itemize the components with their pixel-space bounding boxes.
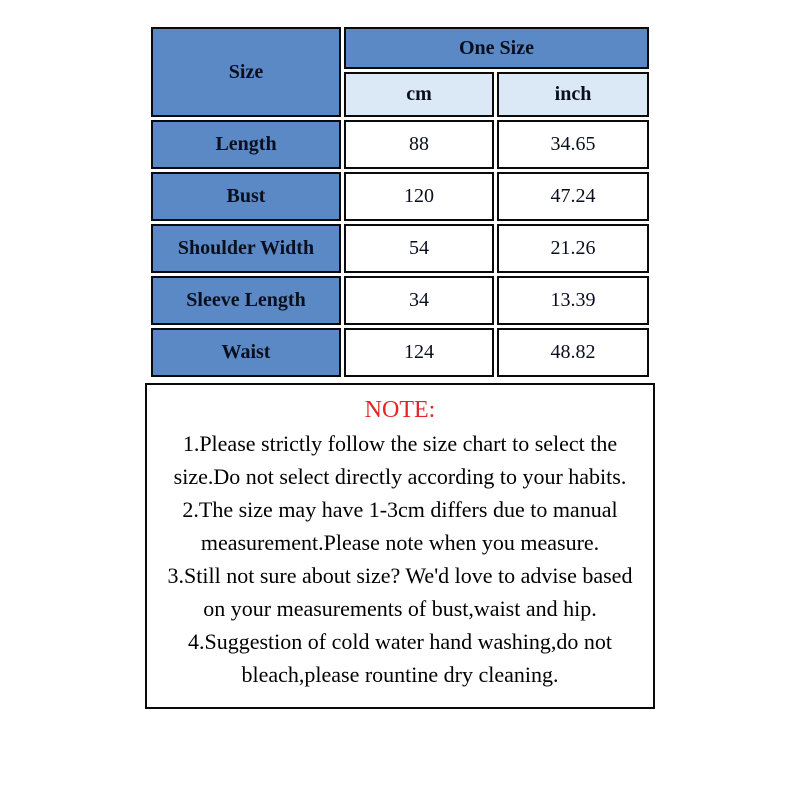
note-item-2: 2.The size may have 1-3cm differs due to manual measurement.Please note when you measure. — [182, 497, 618, 555]
table-row — [151, 120, 649, 169]
sleeve-length-inch-value: 13.39 — [497, 276, 649, 325]
row-label-length: Length — [151, 120, 341, 169]
cm-unit-header-cell: cm — [344, 72, 494, 117]
bust-inch-value: 47.24 — [497, 172, 649, 221]
length-inch-value: 34.65 — [497, 120, 649, 169]
row-label-shoulder-width: Shoulder Width — [151, 224, 341, 273]
row-label-bust: Bust — [151, 172, 341, 221]
note-item-1: 1.Please strictly follow the size chart to select the size.Do not select directly according to your habits. — [173, 431, 627, 489]
waist-inch-value: 48.82 — [497, 328, 649, 377]
table-row — [151, 224, 649, 273]
size-chart-table — [148, 24, 652, 380]
shoulder-width-cm-value: 54 — [344, 224, 494, 273]
sleeve-length-cm-value: 34 — [344, 276, 494, 325]
note-box — [145, 383, 655, 709]
table-header-row — [151, 27, 649, 69]
table-row — [151, 328, 649, 377]
table-row — [151, 172, 649, 221]
note-item-3: 3.Still not sure about size? We'd love to advise based on your measurements of bust,waist and hip. — [167, 563, 633, 621]
shoulder-width-inch-value: 21.26 — [497, 224, 649, 273]
row-label-waist: Waist — [151, 328, 341, 377]
waist-cm-value: 124 — [344, 328, 494, 377]
table-row — [151, 276, 649, 325]
note-title: NOTE: — [364, 397, 436, 423]
one-size-header-cell: One Size — [344, 27, 649, 69]
row-label-sleeve-length: Sleeve Length — [151, 276, 341, 325]
bust-cm-value: 120 — [344, 172, 494, 221]
inch-unit-header-cell: inch — [497, 72, 649, 117]
note-item-4: 4.Suggestion of cold water hand washing,do not bleach,please rountine dry cleaning. — [187, 629, 613, 687]
content-column — [143, 24, 657, 709]
size-header-cell: Size — [151, 27, 341, 117]
length-cm-value: 88 — [344, 120, 494, 169]
